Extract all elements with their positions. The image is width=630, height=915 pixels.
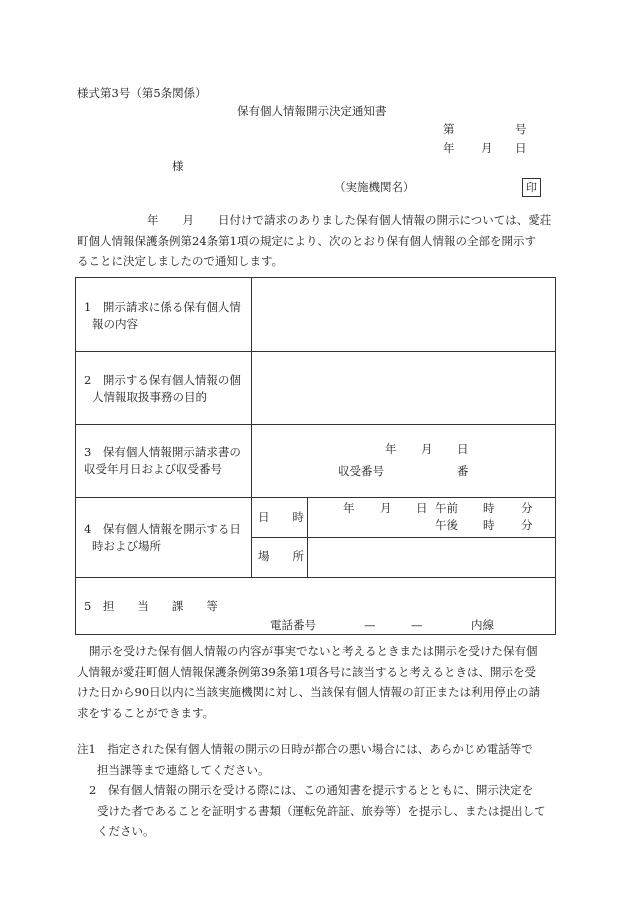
row4-pm-minute: 分	[521, 518, 533, 532]
number-dai: 第	[443, 122, 455, 136]
date-year: 年	[443, 141, 455, 155]
row3-year: 年	[385, 442, 397, 456]
intro-year: 年	[147, 213, 159, 227]
row4-month: 月	[380, 501, 392, 515]
row4-day: 日	[416, 501, 428, 515]
row4-label: 4 保有個人情報を開示する日 時および場所	[84, 522, 241, 553]
number-go: 号	[515, 122, 527, 136]
row4-pm: 午後	[435, 518, 458, 532]
intro-paragraph	[77, 210, 551, 272]
row4-pm-hour: 時	[483, 518, 495, 532]
intro-line3: ることに決定しましたので通知します。	[77, 254, 284, 268]
row1-label: 1 開示請求に係る保有個人情 報の内容	[84, 300, 241, 331]
note-2: 2 保有個人情報の開示を受ける際には、この通知書を提示するとともに、開示決定を 受けた者であることを証明する書類（運転免許証、旅券等）を提示し、または提出して ください。	[89, 783, 546, 838]
agency-label: （実施機関名）	[334, 180, 415, 194]
row2-label: 2 開示する保有個人情報の個 人情報取扱事務の目的	[84, 373, 241, 404]
form-number: 様式第3号（第5条関係）	[77, 86, 207, 100]
intro-line1-rest: 日付けで請求のありました保有個人情報の開示については、愛荘	[218, 213, 552, 227]
row4-datetime-label: 日 時	[258, 510, 304, 524]
row5-phone-label: 電話番号	[270, 618, 316, 632]
addressee-sama: 様	[172, 159, 184, 173]
row5-dash-2: —	[411, 618, 423, 632]
row4-am-minute: 分	[521, 501, 533, 515]
row5-dash-1: —	[364, 618, 376, 632]
date-day: 日	[515, 141, 527, 155]
row3-month: 月	[421, 442, 433, 456]
footer-paragraph: 開示を受けた保有個人情報の内容が事実でないと考えるときまたは開示を受けた保有個 人情報が愛荘町個人情報保護条例第39条第1項各号に該当すると考えるときは、開示を受 けた日から90日以内に当該実施機関に対し、当該保有個人情報の訂正または利用停止の請 求をすることができます。	[77, 644, 541, 720]
row3-label: 3 保有個人情報開示請求書の 収受年月日および収受番号	[84, 445, 241, 476]
row3-receipt-label: 収受番号	[338, 464, 384, 478]
row3-receipt-ban: 番	[457, 464, 469, 478]
note-1: 注1 指定された保有個人情報の開示の日時が都合の悪い場合には、あらかじめ電話等で 担当課等まで連絡してください。	[77, 742, 533, 777]
row4-am-hour: 時	[483, 501, 495, 515]
row3-day: 日	[457, 442, 469, 456]
row4-am: 午前	[435, 501, 458, 515]
row4-place-label: 場 所	[258, 549, 304, 563]
row4-year: 年	[343, 501, 355, 515]
row5-label: 5 担 当 課 等	[84, 599, 218, 613]
document-title: 保有個人情報開示決定通知書	[237, 104, 387, 118]
row5-extension: 内線	[471, 618, 494, 632]
date-month: 月	[481, 141, 493, 155]
intro-month: 月	[182, 213, 194, 227]
seal-stamp: 印	[522, 178, 541, 197]
intro-line2: 町個人情報保護条例第24条第1項の規定により、次のとおり保有個人情報の全部を開示す	[77, 233, 536, 248]
